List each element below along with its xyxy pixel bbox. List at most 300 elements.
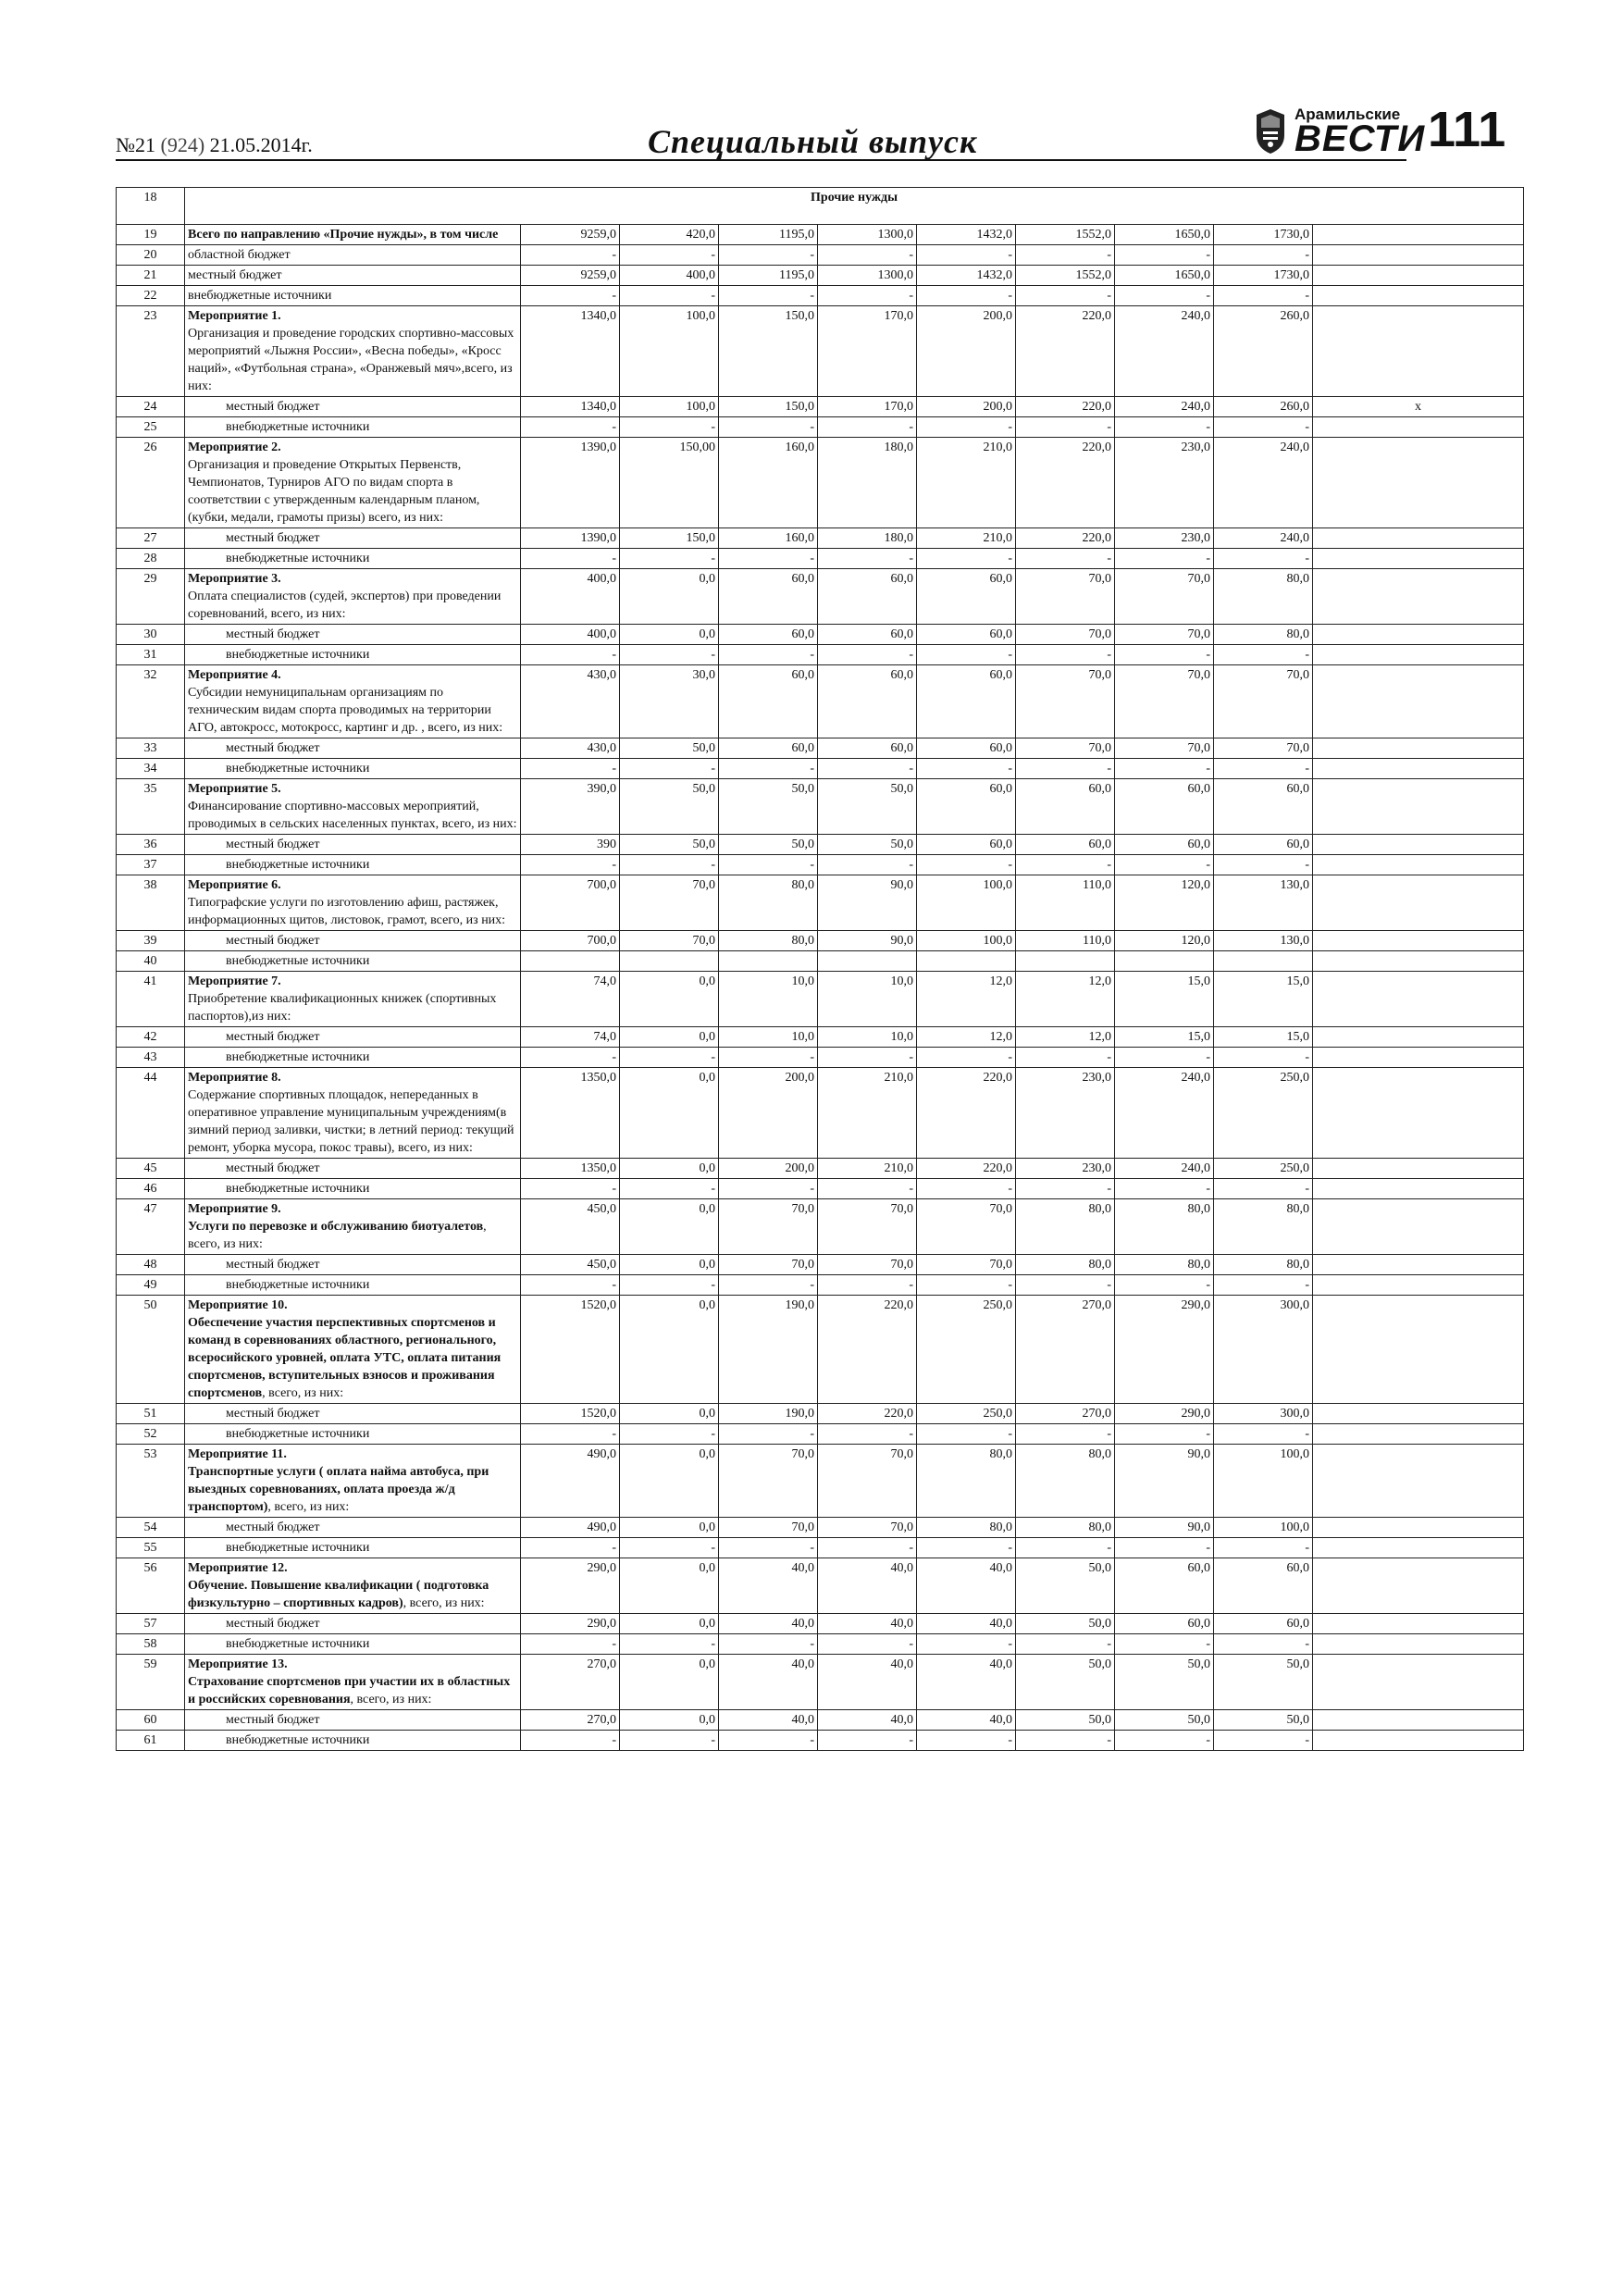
measure-description: внебюджетные источники xyxy=(226,1733,370,1747)
row-description xyxy=(185,1655,521,1710)
row-description xyxy=(185,1048,521,1068)
value-cell: 80,0 xyxy=(1214,569,1313,625)
row-description xyxy=(185,1179,521,1199)
measure-description: местный бюджет xyxy=(226,400,320,414)
value-cell: 180,0 xyxy=(818,528,917,549)
value-cell: - xyxy=(620,1275,719,1296)
value-cell: 260,0 xyxy=(1214,306,1313,397)
value-cell: 70,0 xyxy=(1016,569,1115,625)
value-cell: 0,0 xyxy=(620,1710,719,1731)
extra-cell xyxy=(1313,266,1524,286)
value-cell: - xyxy=(1016,1275,1115,1296)
value-cell: - xyxy=(1016,1538,1115,1558)
value-cell: 100,0 xyxy=(1214,1445,1313,1518)
value-cell: - xyxy=(1115,549,1214,569)
extra-cell xyxy=(1313,665,1524,738)
value-cell: 1730,0 xyxy=(1214,266,1313,286)
row-description xyxy=(185,1275,521,1296)
measure-title: Мероприятие 6. xyxy=(188,878,281,892)
value-cell: 0,0 xyxy=(620,1027,719,1048)
extra-cell xyxy=(1313,1445,1524,1518)
value-cell: - xyxy=(818,1731,917,1751)
extra-cell xyxy=(1313,951,1524,972)
value-cell: 150,0 xyxy=(719,306,818,397)
value-cell: - xyxy=(719,549,818,569)
table-row xyxy=(117,1275,1524,1296)
logo-big-text: ВЕСТИ xyxy=(1295,118,1426,159)
value-cell: - xyxy=(521,1538,620,1558)
table-row xyxy=(117,286,1524,306)
extra-cell xyxy=(1313,417,1524,438)
value-cell: - xyxy=(719,1424,818,1445)
value-cell: 230,0 xyxy=(1016,1068,1115,1159)
value-cell: 110,0 xyxy=(1016,875,1115,931)
row-description xyxy=(185,855,521,875)
value-cell: - xyxy=(521,855,620,875)
budget-table xyxy=(116,187,1524,1751)
table-row xyxy=(117,1731,1524,1751)
issue-info xyxy=(116,133,313,157)
table-row xyxy=(117,1614,1524,1634)
extra-cell xyxy=(1313,625,1524,645)
value-cell: 15,0 xyxy=(1115,972,1214,1027)
value-cell: 220,0 xyxy=(1016,397,1115,417)
value-cell: 220,0 xyxy=(1016,438,1115,528)
value-cell: - xyxy=(719,1538,818,1558)
value-cell: 250,0 xyxy=(917,1296,1016,1404)
table-row xyxy=(117,1655,1524,1710)
measure-description: , всего, из них: xyxy=(188,1220,487,1251)
row-number: 32 xyxy=(117,665,185,738)
row-number: 18 xyxy=(117,188,185,225)
value-cell: 50,0 xyxy=(620,779,719,835)
measure-description: , всего, из них: xyxy=(403,1596,485,1610)
value-cell: 210,0 xyxy=(818,1159,917,1179)
row-number: 19 xyxy=(117,225,185,245)
row-number: 48 xyxy=(117,1255,185,1275)
value-cell: 60,0 xyxy=(1115,835,1214,855)
measure-description: внебюджетные источники xyxy=(226,1427,370,1441)
row-description xyxy=(185,225,521,245)
value-cell: 90,0 xyxy=(818,931,917,951)
measure-description: , всего, из них: xyxy=(350,1693,432,1706)
measure-title: Мероприятие 8. xyxy=(188,1071,281,1085)
value-cell: - xyxy=(620,549,719,569)
measure-description: Содержание спортивных площадок, непереданных в оперативное управление муниципальным учреждениям(в зимний период заливки, чистки; в летний период: текущий ремонт, уборка мусора, покос травы), всего, из них: xyxy=(188,1088,514,1155)
row-number: 60 xyxy=(117,1710,185,1731)
value-cell: 0,0 xyxy=(620,569,719,625)
value-cell xyxy=(1214,951,1313,972)
value-cell: 80,0 xyxy=(719,931,818,951)
extra-cell xyxy=(1313,549,1524,569)
value-cell: - xyxy=(1214,1538,1313,1558)
value-cell: 10,0 xyxy=(719,972,818,1027)
value-cell: - xyxy=(1115,286,1214,306)
value-cell: 70,0 xyxy=(1214,738,1313,759)
row-description xyxy=(185,1518,521,1538)
value-cell: 230,0 xyxy=(1115,438,1214,528)
value-cell: 290,0 xyxy=(1115,1404,1214,1424)
value-cell: 420,0 xyxy=(620,225,719,245)
value-cell: - xyxy=(1115,855,1214,875)
value-cell: 700,0 xyxy=(521,875,620,931)
measure-description: местный бюджет xyxy=(226,741,320,755)
value-cell: 1390,0 xyxy=(521,528,620,549)
value-cell: - xyxy=(1214,286,1313,306)
extra-cell xyxy=(1313,759,1524,779)
value-cell: 1390,0 xyxy=(521,438,620,528)
value-cell: 50,0 xyxy=(1016,1655,1115,1710)
value-cell: 70,0 xyxy=(719,1199,818,1255)
value-cell: 400,0 xyxy=(521,625,620,645)
measure-description: местный бюджет xyxy=(226,1030,320,1044)
value-cell: 40,0 xyxy=(917,1655,1016,1710)
row-description xyxy=(185,1255,521,1275)
measure-description: Организация и проведение городских спортивно-массовых мероприятий «Лыжня России», «Весна победы», «Кросс наций», «Футбольная страна», «Оранжевый мяч»,всего, из них: xyxy=(188,327,514,393)
value-cell: - xyxy=(818,645,917,665)
extra-cell xyxy=(1313,1614,1524,1634)
value-cell: 9259,0 xyxy=(521,266,620,286)
value-cell: 1552,0 xyxy=(1016,225,1115,245)
table-row xyxy=(117,306,1524,397)
value-cell: 270,0 xyxy=(1016,1404,1115,1424)
value-cell: - xyxy=(1214,1731,1313,1751)
measure-bold-description: Страхование спортсменов при участии их в областных и российских соревнования xyxy=(188,1675,511,1706)
value-cell: 240,0 xyxy=(1115,306,1214,397)
value-cell: - xyxy=(620,855,719,875)
table-row xyxy=(117,549,1524,569)
value-cell: 210,0 xyxy=(917,528,1016,549)
value-cell: - xyxy=(620,1538,719,1558)
row-description xyxy=(185,397,521,417)
measure-description: внебюджетные источники xyxy=(226,954,370,968)
value-cell: - xyxy=(818,245,917,266)
value-cell: - xyxy=(818,759,917,779)
row-description xyxy=(185,1068,521,1159)
table-row xyxy=(117,1048,1524,1068)
value-cell: 80,0 xyxy=(1016,1518,1115,1538)
value-cell: 150,0 xyxy=(620,528,719,549)
measure-bold-description: Обеспечение участия перспективных спортсменов и команд в соревнованиях областного, регионального, всеросийского уровней, оплата УТС, оплата питания спортсменов, вступительных взносов и проживания спортсменов xyxy=(188,1316,502,1400)
value-cell: 240,0 xyxy=(1115,397,1214,417)
value-cell: 0,0 xyxy=(620,625,719,645)
table-row xyxy=(117,931,1524,951)
value-cell: 160,0 xyxy=(719,438,818,528)
value-cell: 70,0 xyxy=(719,1518,818,1538)
value-cell: 70,0 xyxy=(1016,738,1115,759)
extra-cell xyxy=(1313,1404,1524,1424)
value-cell: 80,0 xyxy=(1016,1199,1115,1255)
extra-cell xyxy=(1313,931,1524,951)
extra-cell xyxy=(1313,1159,1524,1179)
value-cell: 70,0 xyxy=(1016,625,1115,645)
page-header xyxy=(116,102,1522,160)
value-cell: 50,0 xyxy=(719,835,818,855)
value-cell: 450,0 xyxy=(521,1255,620,1275)
value-cell: 120,0 xyxy=(1115,931,1214,951)
value-cell: 60,0 xyxy=(719,625,818,645)
value-cell: 450,0 xyxy=(521,1199,620,1255)
value-cell: 0,0 xyxy=(620,1068,719,1159)
value-cell: 1195,0 xyxy=(719,225,818,245)
value-cell: 80,0 xyxy=(719,875,818,931)
row-description xyxy=(185,875,521,931)
row-description xyxy=(185,245,521,266)
section-header-row xyxy=(117,188,1524,225)
measure-description: внебюджетные источники xyxy=(226,858,370,872)
measure-description: местный бюджет xyxy=(226,1407,320,1421)
value-cell: - xyxy=(818,1424,917,1445)
value-cell: 70,0 xyxy=(1214,665,1313,738)
value-cell: 60,0 xyxy=(1016,779,1115,835)
table-row xyxy=(117,625,1524,645)
value-cell: - xyxy=(917,1538,1016,1558)
value-cell: 50,0 xyxy=(1214,1655,1313,1710)
row-description xyxy=(185,438,521,528)
page-number: 111 xyxy=(1428,102,1506,157)
issue-date: 21.05.2014г. xyxy=(209,133,313,156)
row-number: 35 xyxy=(117,779,185,835)
value-cell: - xyxy=(1115,1048,1214,1068)
value-cell: - xyxy=(1016,549,1115,569)
table-row xyxy=(117,951,1524,972)
value-cell: 490,0 xyxy=(521,1445,620,1518)
row-number: 22 xyxy=(117,286,185,306)
value-cell: 1340,0 xyxy=(521,306,620,397)
extra-cell xyxy=(1313,569,1524,625)
value-cell: - xyxy=(719,245,818,266)
value-cell: 270,0 xyxy=(1016,1296,1115,1404)
value-cell: 700,0 xyxy=(521,931,620,951)
measure-title: Мероприятие 2. xyxy=(188,441,281,454)
value-cell: - xyxy=(521,645,620,665)
section-title: Прочие нужды xyxy=(185,188,1524,225)
value-cell: - xyxy=(719,759,818,779)
extra-cell xyxy=(1313,1518,1524,1538)
value-cell: - xyxy=(917,245,1016,266)
measure-description: внебюджетные источники xyxy=(226,1637,370,1651)
value-cell: 60,0 xyxy=(917,779,1016,835)
value-cell: - xyxy=(1115,1731,1214,1751)
extra-cell xyxy=(1313,855,1524,875)
value-cell: - xyxy=(1214,645,1313,665)
table-row xyxy=(117,1027,1524,1048)
row-description xyxy=(185,1614,521,1634)
row-description xyxy=(185,1445,521,1518)
row-number: 47 xyxy=(117,1199,185,1255)
value-cell: 50,0 xyxy=(1016,1614,1115,1634)
table-row xyxy=(117,972,1524,1027)
value-cell: - xyxy=(1016,1424,1115,1445)
value-cell: - xyxy=(620,1731,719,1751)
table-row xyxy=(117,1296,1524,1404)
row-description xyxy=(185,1634,521,1655)
row-number: 29 xyxy=(117,569,185,625)
value-cell: 90,0 xyxy=(1115,1518,1214,1538)
value-cell: 0,0 xyxy=(620,1558,719,1614)
extra-cell xyxy=(1313,1634,1524,1655)
value-cell: - xyxy=(917,645,1016,665)
extra-cell xyxy=(1313,528,1524,549)
value-cell: 250,0 xyxy=(917,1404,1016,1424)
table-body xyxy=(117,188,1524,1751)
row-number: 42 xyxy=(117,1027,185,1048)
extra-cell xyxy=(1313,1068,1524,1159)
value-cell: - xyxy=(818,549,917,569)
measure-description: внебюджетные источники xyxy=(226,552,370,565)
row-number: 53 xyxy=(117,1445,185,1518)
row-description xyxy=(185,1296,521,1404)
value-cell: 1650,0 xyxy=(1115,225,1214,245)
measure-description: местный бюджет xyxy=(188,268,282,282)
row-description xyxy=(185,931,521,951)
value-cell: 60,0 xyxy=(818,665,917,738)
value-cell: - xyxy=(620,645,719,665)
value-cell: 70,0 xyxy=(719,1255,818,1275)
value-cell: 70,0 xyxy=(620,931,719,951)
measure-bold-description: Услуги по перевозке и обслуживанию биотуалетов xyxy=(188,1220,484,1234)
value-cell: - xyxy=(1214,549,1313,569)
value-cell: - xyxy=(818,1538,917,1558)
value-cell: - xyxy=(521,1731,620,1751)
value-cell: - xyxy=(917,1731,1016,1751)
value-cell: 80,0 xyxy=(917,1518,1016,1538)
value-cell: 100,0 xyxy=(917,875,1016,931)
row-description xyxy=(185,1404,521,1424)
value-cell: 9259,0 xyxy=(521,225,620,245)
row-number: 34 xyxy=(117,759,185,779)
value-cell xyxy=(620,951,719,972)
value-cell: - xyxy=(1214,1275,1313,1296)
value-cell: 40,0 xyxy=(818,1655,917,1710)
value-cell: 60,0 xyxy=(917,625,1016,645)
logo-small-text: Арамильские xyxy=(1295,105,1401,123)
measure-title: Мероприятие 10. xyxy=(188,1298,288,1312)
value-cell: 70,0 xyxy=(1115,569,1214,625)
extra-cell xyxy=(1313,1048,1524,1068)
value-cell: - xyxy=(620,1634,719,1655)
value-cell: - xyxy=(818,286,917,306)
value-cell: 200,0 xyxy=(719,1159,818,1179)
value-cell: 220,0 xyxy=(818,1296,917,1404)
measure-title: Мероприятие 9. xyxy=(188,1202,281,1216)
value-cell: 1520,0 xyxy=(521,1404,620,1424)
table-row xyxy=(117,1159,1524,1179)
value-cell: - xyxy=(818,1179,917,1199)
value-cell: 1730,0 xyxy=(1214,225,1313,245)
extra-cell xyxy=(1313,972,1524,1027)
row-number: 36 xyxy=(117,835,185,855)
extra-cell xyxy=(1313,1027,1524,1048)
value-cell: - xyxy=(1115,1275,1214,1296)
value-cell: 240,0 xyxy=(1115,1159,1214,1179)
value-cell: - xyxy=(917,417,1016,438)
value-cell: 0,0 xyxy=(620,972,719,1027)
value-cell: - xyxy=(521,549,620,569)
value-cell: 1520,0 xyxy=(521,1296,620,1404)
value-cell: 200,0 xyxy=(917,397,1016,417)
table-row xyxy=(117,1518,1524,1538)
extra-cell xyxy=(1313,1424,1524,1445)
row-description xyxy=(185,1558,521,1614)
value-cell: 70,0 xyxy=(1115,665,1214,738)
measure-description: местный бюджет xyxy=(226,1258,320,1272)
value-cell: - xyxy=(1115,645,1214,665)
value-cell: 220,0 xyxy=(1016,306,1115,397)
row-number: 43 xyxy=(117,1048,185,1068)
value-cell: 240,0 xyxy=(1214,438,1313,528)
value-cell: - xyxy=(818,1275,917,1296)
measure-description: , всего, из них: xyxy=(267,1500,350,1514)
extra-cell xyxy=(1313,779,1524,835)
value-cell: - xyxy=(620,1424,719,1445)
value-cell: 150,00 xyxy=(620,438,719,528)
row-description xyxy=(185,665,521,738)
value-cell: 70,0 xyxy=(620,875,719,931)
row-number: 56 xyxy=(117,1558,185,1614)
measure-description: внебюджетные источники xyxy=(226,762,370,776)
value-cell xyxy=(917,951,1016,972)
value-cell: 80,0 xyxy=(1016,1445,1115,1518)
value-cell: 270,0 xyxy=(521,1710,620,1731)
value-cell: - xyxy=(1214,1424,1313,1445)
value-cell: 390 xyxy=(521,835,620,855)
value-cell: 10,0 xyxy=(719,1027,818,1048)
table-row xyxy=(117,1710,1524,1731)
value-cell: - xyxy=(917,286,1016,306)
measure-description: , всего, из них: xyxy=(262,1386,344,1400)
value-cell: 70,0 xyxy=(1115,738,1214,759)
value-cell: - xyxy=(1016,417,1115,438)
value-cell: 1300,0 xyxy=(818,266,917,286)
issue-prefix: №21 xyxy=(116,133,155,156)
value-cell: 60,0 xyxy=(1016,835,1115,855)
extra-cell xyxy=(1313,306,1524,397)
value-cell: 300,0 xyxy=(1214,1296,1313,1404)
row-number: 39 xyxy=(117,931,185,951)
value-cell: - xyxy=(1016,1179,1115,1199)
extra-cell xyxy=(1313,875,1524,931)
value-cell: 190,0 xyxy=(719,1404,818,1424)
value-cell: - xyxy=(1214,1179,1313,1199)
value-cell: 1350,0 xyxy=(521,1159,620,1179)
row-number: 31 xyxy=(117,645,185,665)
value-cell: 80,0 xyxy=(917,1445,1016,1518)
row-description xyxy=(185,1710,521,1731)
row-number: 23 xyxy=(117,306,185,397)
measure-title: Мероприятие 12. xyxy=(188,1561,288,1575)
value-cell: 0,0 xyxy=(620,1404,719,1424)
value-cell: - xyxy=(818,1634,917,1655)
value-cell: - xyxy=(719,1731,818,1751)
measure-description: местный бюджет xyxy=(226,627,320,641)
value-cell: 60,0 xyxy=(719,738,818,759)
value-cell: 200,0 xyxy=(917,306,1016,397)
value-cell: - xyxy=(1016,759,1115,779)
value-cell: - xyxy=(1115,1538,1214,1558)
value-cell: 170,0 xyxy=(818,397,917,417)
value-cell: - xyxy=(818,1048,917,1068)
value-cell: - xyxy=(1115,1634,1214,1655)
measure-title: Мероприятие 3. xyxy=(188,572,281,586)
value-cell: - xyxy=(521,1424,620,1445)
value-cell: 1300,0 xyxy=(818,225,917,245)
value-cell: - xyxy=(620,245,719,266)
measure-bold-description: Обучение. Повышение квалификации ( подготовка физкультурно – спортивных кадров) xyxy=(188,1579,489,1610)
value-cell: 220,0 xyxy=(818,1404,917,1424)
value-cell: 70,0 xyxy=(818,1445,917,1518)
value-cell: - xyxy=(818,855,917,875)
